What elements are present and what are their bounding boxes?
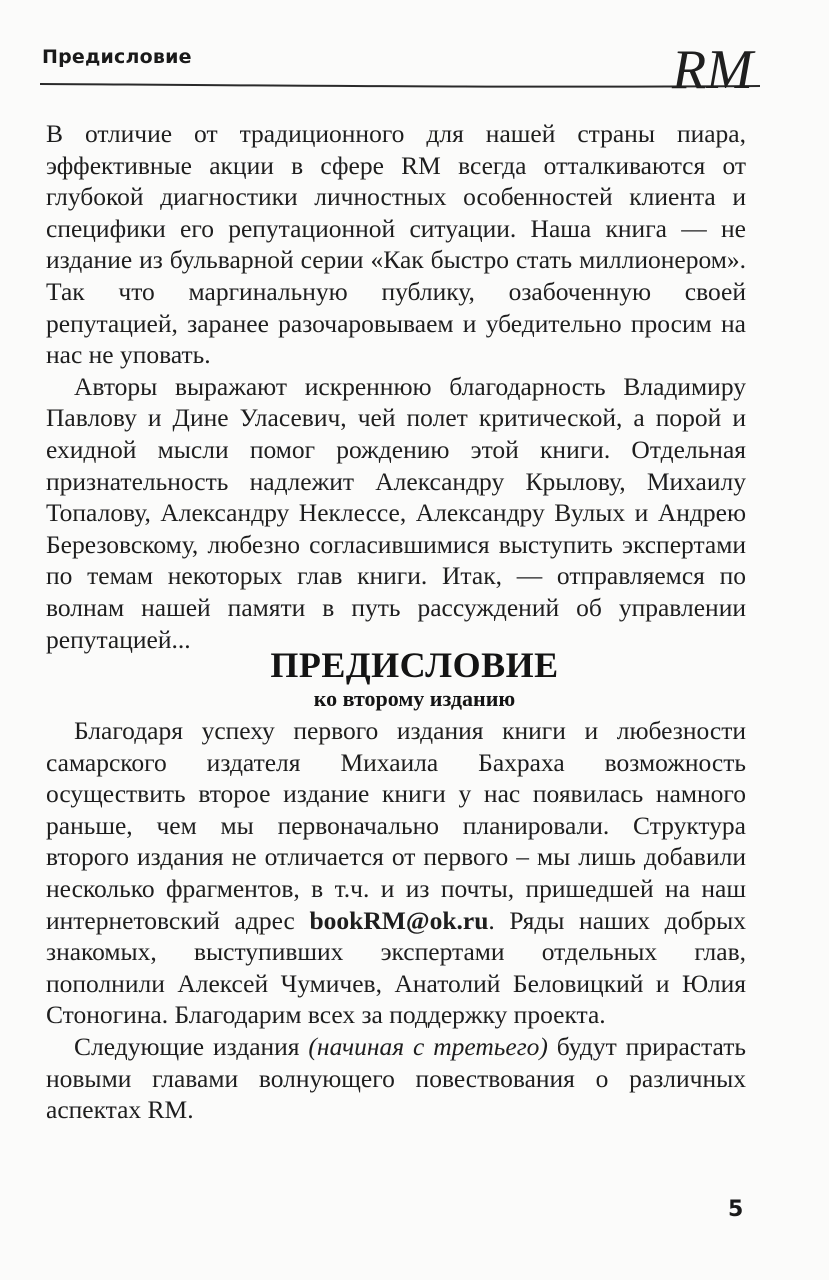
running-head-title: Предисловие xyxy=(42,46,192,68)
email-address: bookRM@ok.ru xyxy=(309,905,489,935)
section-2-paragraph-2-part-2: будут прирастать новыми главами волнующего повествования о различных аспектах RM. xyxy=(46,1031,746,1125)
svg-text:RM: RM xyxy=(672,39,753,101)
section-2-paragraph-2 xyxy=(46,1031,746,1126)
section-1-paragraph-2: Авторы выражают искреннюю благодарность Владимиру Павлову и Дине Уласевич, чей полет критической, а порой и ехидной мысли помог рождению этой книги. Отдельная признательность надлежит Александру Крылову, Михаилу Топалову, Александру Неклессе, Александру Вулых и Андрею Березовскому, любезно согласившимися выступить экспертами по темам некоторых глав книги. Итак, — отправляемся по волнам нашей памяти в путь рассуждений об управлении репутацией... xyxy=(46,371,746,654)
section-2-paragraph-1 xyxy=(46,715,746,1031)
page-number: 5 xyxy=(728,1197,744,1222)
header-rule xyxy=(40,80,760,102)
section-2-heading: ПРЕДИСЛОВИЕ xyxy=(270,645,559,685)
section-2-subheading: ко второму изданию xyxy=(313,686,516,711)
rm-logo-signature xyxy=(660,36,780,106)
section-2-paragraph-1-part-1: Благодаря успеху первого издания книги и любезности самарского издателя Михаила Бахраха возможность осуществить второе издание книги у нас появилась намного раньше, чем мы первоначально планировали. Структура второго издания не отличается от первого – мы лишь добавили несколько фрагментов, в т.ч. и из почты, пришедшей на наш интернетовский адрес xyxy=(46,716,746,935)
section-1-text xyxy=(46,118,746,655)
section-2-paragraph-1-part-2: . Ряды наших добрых знакомых, выступивших экспертами отдельных глав, пополнили Алексей Чумичев, Анатолий Беловицкий и Юлия Стоногина. Благодарим всех за поддержку проекта. xyxy=(46,905,747,1030)
section-2-text xyxy=(46,715,746,1126)
section-1-paragraph-1: В отличие от традиционного для нашей страны пиара, эффективные акции в сфере RM всегда отталкиваются от глубокой диагностики личностных особенностей клиента и специфики его репутационной ситуации. Наша книга — не издание из бульварной серии «Как быстро стать миллионером». Так что маргинальную публику, озабоченную своей репутацией, заранее разочаровываем и убедительно просим на нас не уповать. xyxy=(46,119,746,370)
section-2-paragraph-2-part-1: Следующие издания xyxy=(74,1031,309,1061)
section-2-paragraph-2-italic: (начиная с третьего) xyxy=(308,1031,548,1061)
